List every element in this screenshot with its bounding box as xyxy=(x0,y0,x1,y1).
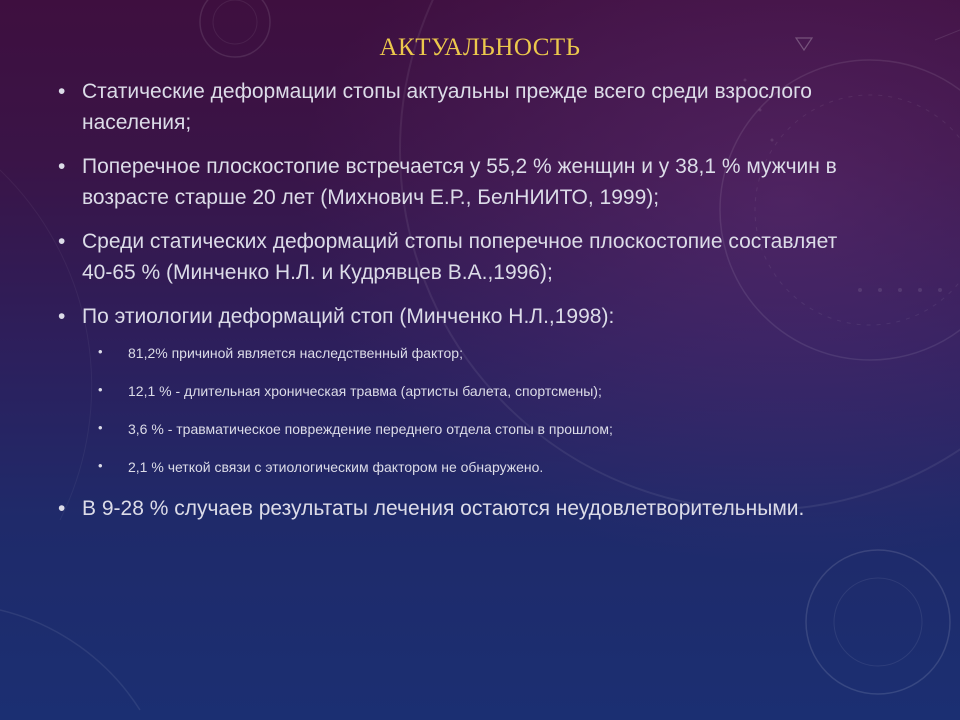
sub-bullet-text: 81,2% причиной является наследственный фактор; xyxy=(128,345,463,361)
sub-bullet-marker: • xyxy=(98,458,103,473)
sub-bullet-list xyxy=(58,343,858,477)
sub-bullet-item xyxy=(58,381,858,401)
bullet-marker: • xyxy=(58,305,66,328)
bullet-marker: • xyxy=(58,155,66,178)
bullet-item xyxy=(58,226,858,288)
sub-bullet-marker: • xyxy=(98,382,103,397)
bullet-item xyxy=(58,301,858,332)
bullet-list xyxy=(58,76,858,537)
sub-bullet-text: 2,1 % четкой связи с этиологическим фактором не обнаружено. xyxy=(128,459,544,475)
slide-title: АКТУАЛЬНОСТЬ xyxy=(379,34,581,61)
bullet-text: В 9-28 % случаев результаты лечения остаются неудовлетворительными. xyxy=(82,497,805,520)
bullet-marker: • xyxy=(58,497,66,520)
bullet-text: По этиологии деформаций стоп (Минченко Н.Л.,1998): xyxy=(82,305,615,328)
bullet-item xyxy=(58,76,858,138)
sub-bullet-text: 12,1 % - длительная хроническая травма (артисты балета, спортсмены); xyxy=(128,383,602,399)
bullet-marker: • xyxy=(58,80,66,103)
bullet-item xyxy=(58,493,858,524)
sub-bullet-text: 3,6 % - травматическое повреждение переднего отдела стопы в прошлом; xyxy=(128,421,613,437)
bullet-text: Среди статических деформаций стопы поперечное плоскостопие составляет 40-65 % (Минченко Н.Л. и Кудрявцев В.А.,1996); xyxy=(82,230,838,284)
sub-bullet-item xyxy=(58,343,858,363)
deco-arc-bottom-left xyxy=(0,610,140,710)
bullet-marker: • xyxy=(58,230,66,253)
sub-bullet-marker: • xyxy=(98,420,103,435)
deco-circle-bottom-right-inner xyxy=(834,578,922,666)
bullet-item xyxy=(58,151,858,213)
bullet-text: Поперечное плоскостопие встречается у 55,2 % женщин и у 38,1 % мужчин в возрасте старше 20 лет (Михнович Е.Р., БелНИИТО, 1999); xyxy=(82,155,837,209)
sub-bullet-item xyxy=(58,457,858,477)
deco-circle-bottom-right xyxy=(806,550,950,694)
sub-bullet-marker: • xyxy=(98,344,103,359)
bullet-text: Статические деформации стопы актуальны прежде всего среди взрослого населения; xyxy=(82,80,812,134)
sub-bullet-item xyxy=(58,419,858,439)
